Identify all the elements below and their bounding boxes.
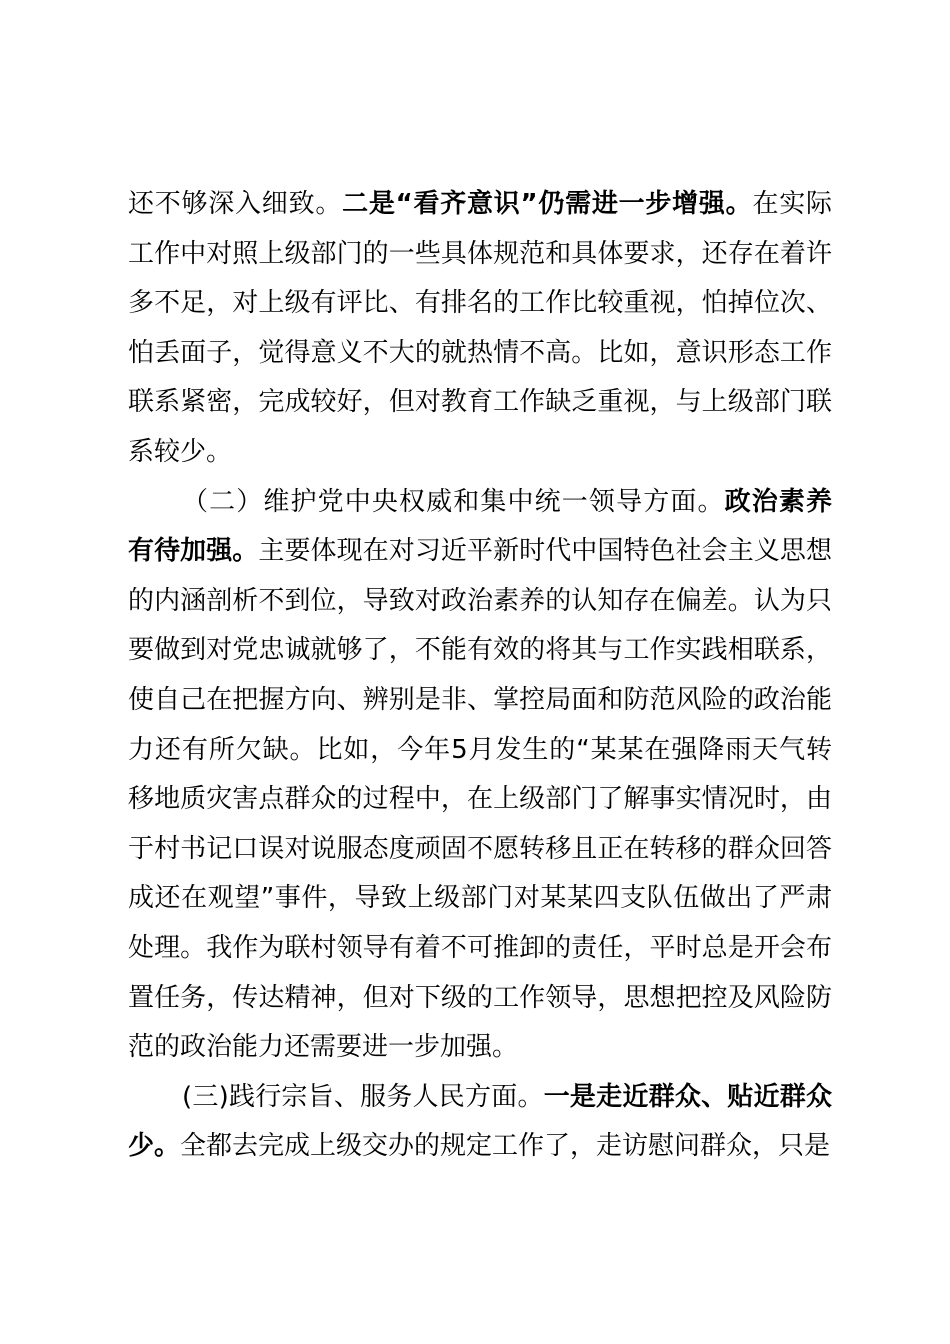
- paragraph-2: [128, 478, 832, 1073]
- paragraph-3-emphasis: 一是走近群众、贴近群众少。: [128, 1081, 832, 1162]
- paragraph-2-text: 主要体现在对习近平新时代中国特色社会主义思想的内涵剖析不到位，导致对政治素养的认知存在偏差。认为只要做到对党忠诚就够了，不能有效的将其与工作实践相联系，使自己在把握方向、辨别是非、掌控局面和防范风险的政治能力还有所欠缺。比如，今年5月发生的“某某在强降雨天气转移地质灾害点群众的过程中，在上级部门了解事实情况时，由于村书记口误对说服态度顽固不愿转移且正在转移的群众回答成还在观望”事件，导致上级部门对某某四支队伍做出了严肃处理。我作为联村领导有着不可推卸的责任，平时总是开会布置任务，传达精神，但对下级的工作领导，思想把控及风险防范的政治能力还需要进一步加强。: [128, 536, 832, 1063]
- document-body: [128, 180, 832, 1172]
- paragraph-1-text: 在实际工作中对照上级部门的一些具体规范和具体要求，还存在着许多不足，对上级有评比、有排名的工作比较重视，怕掉位次、怕丢面子，觉得意义不大的就热情不高。比如，意识形态工作联系紧密，完成较好，但对教育工作缺乏重视，与上级部门联系较少。: [128, 189, 832, 467]
- paragraph-2-emphasis: 政治素养有待加强。: [128, 486, 832, 567]
- paragraph-1: [128, 180, 832, 478]
- paragraph-3-text: 全都去完成上级交办的规定工作了，走访慰问群众，只是: [180, 1131, 831, 1162]
- paragraph-1-emphasis: 二是“看齐意识”仍需进一步增强。: [342, 189, 753, 219]
- paragraph-1-text: 还不够深入细致。: [128, 189, 343, 219]
- section-heading-3: (三)践行宗旨、服务人民方面。: [182, 1081, 544, 1112]
- section-heading-2: （二）维护党中央权威和集中统一领导方面。: [182, 486, 725, 517]
- paragraph-3: [128, 1073, 832, 1172]
